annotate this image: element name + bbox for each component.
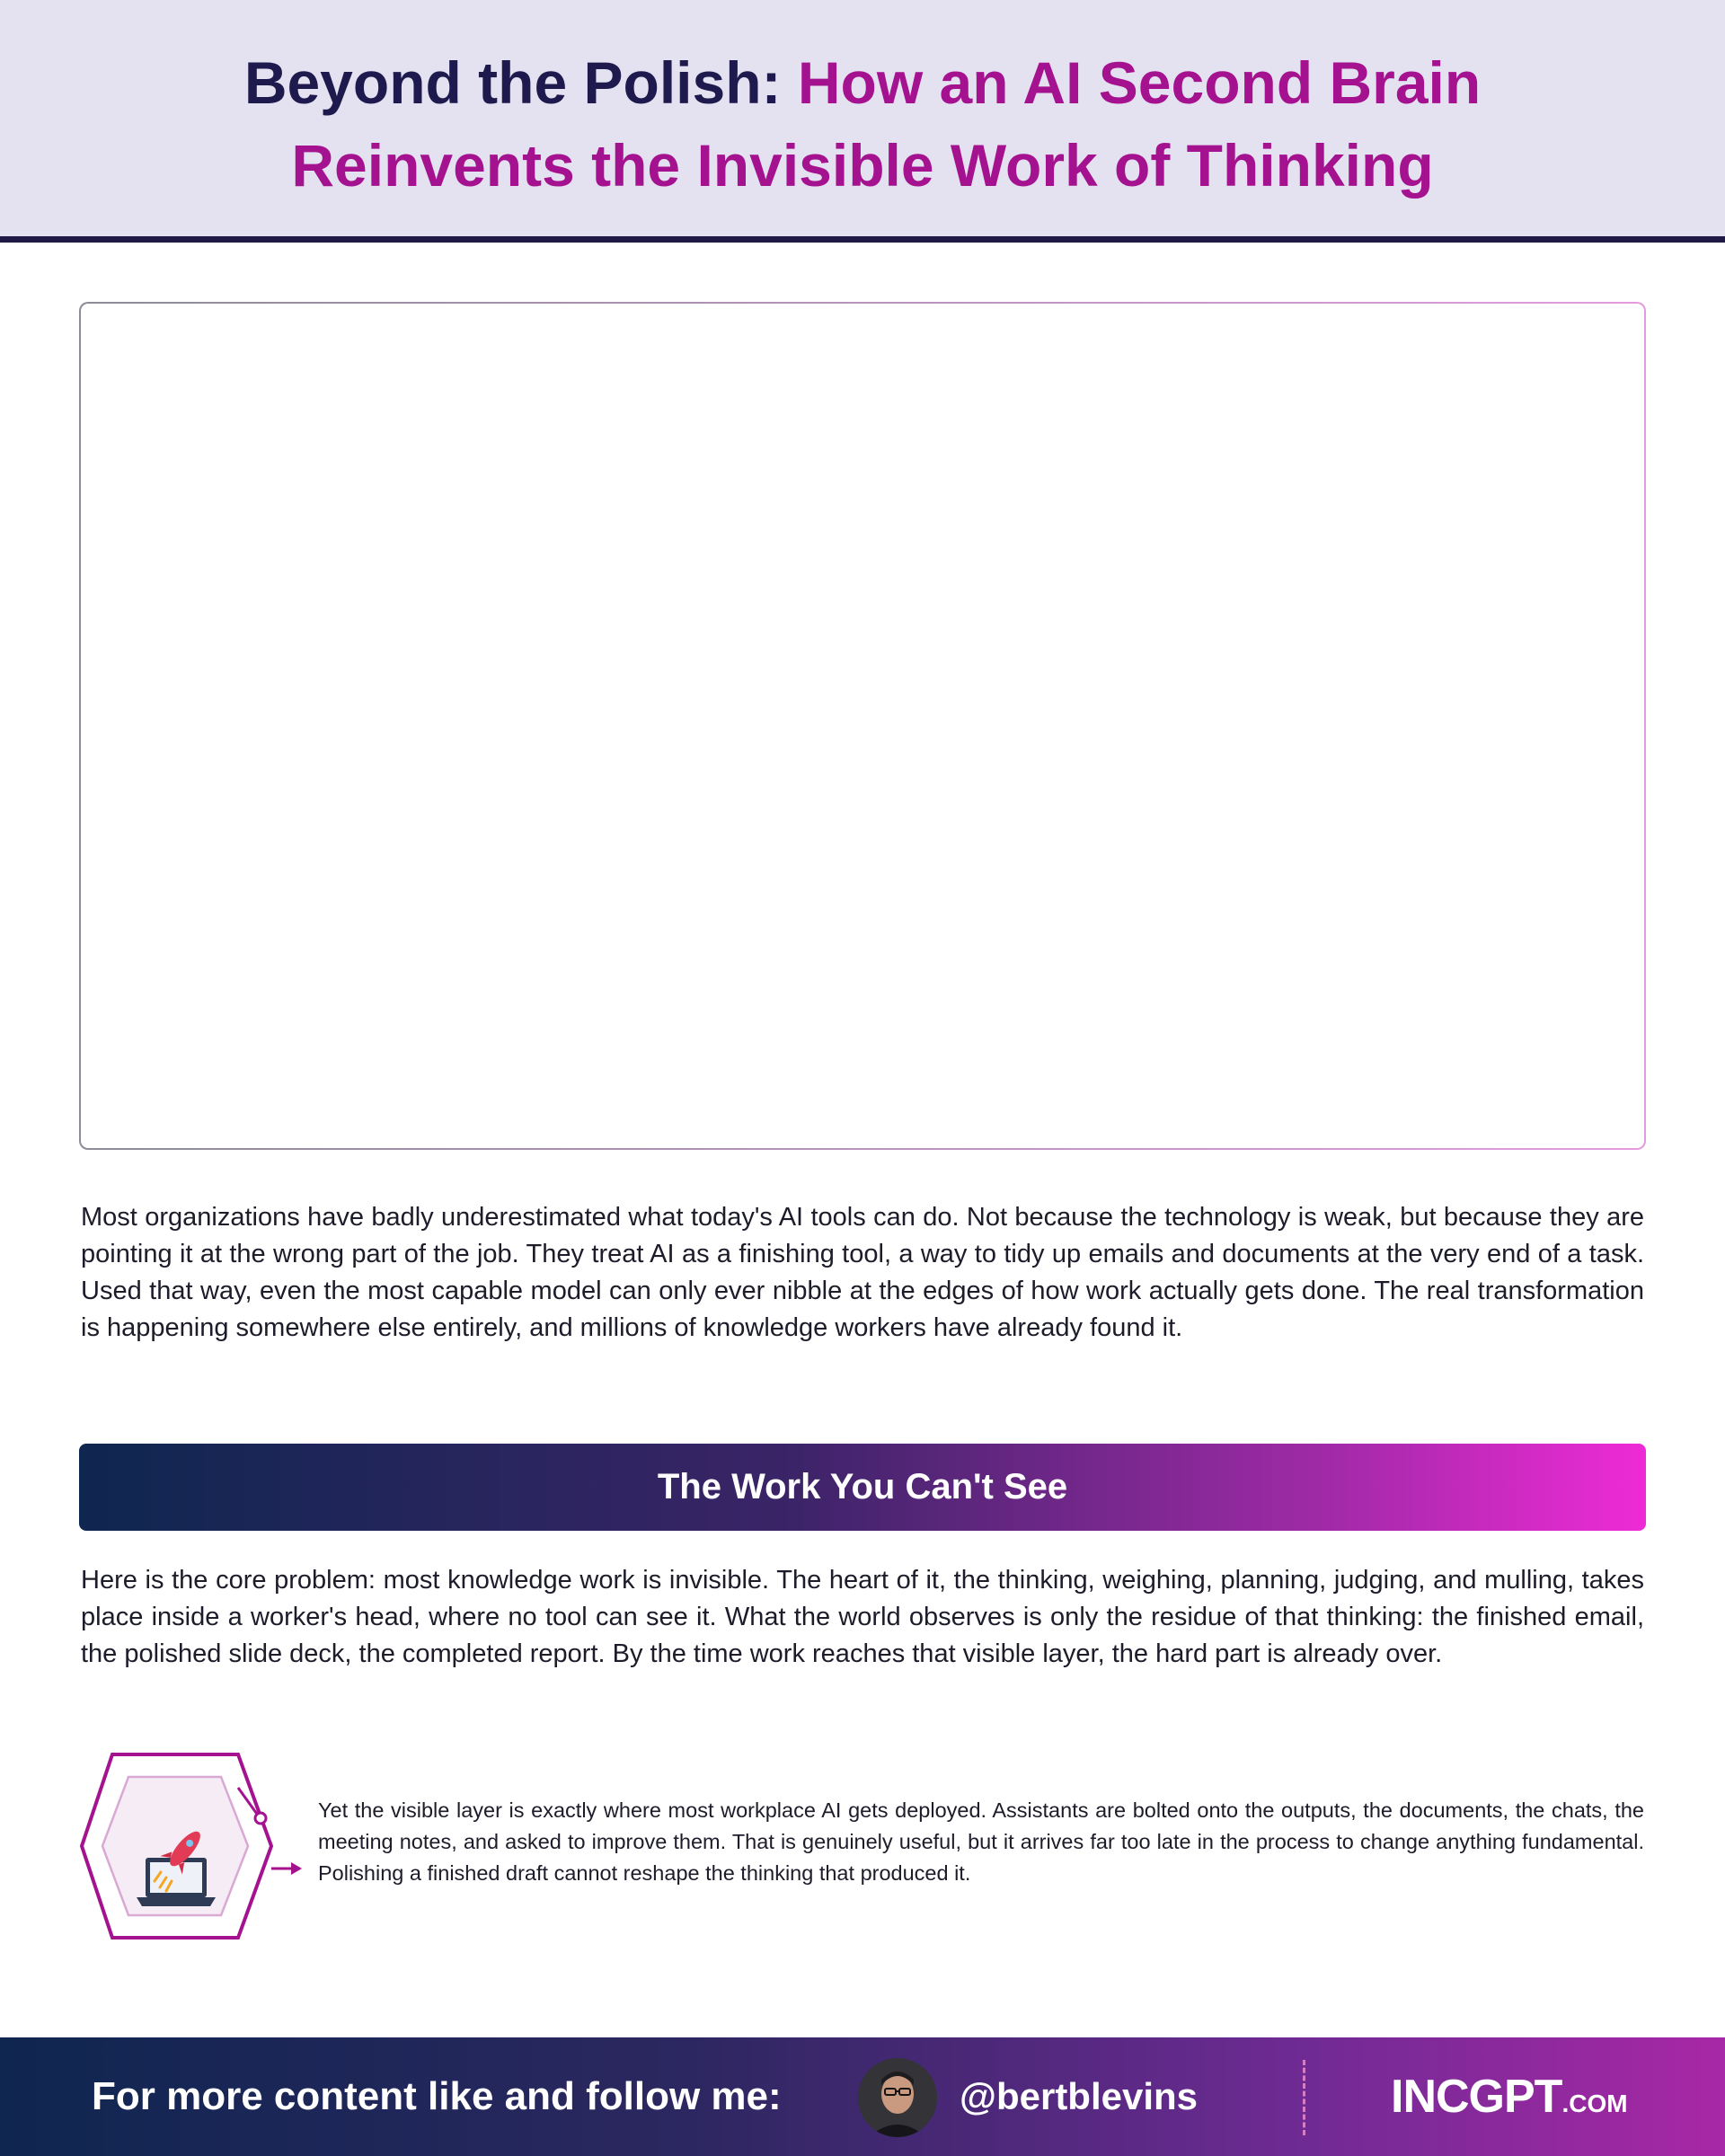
title-dark-part: Beyond the Polish: <box>243 49 798 116</box>
title-accent-part-1: How an AI Second Brain <box>797 49 1482 116</box>
title-accent-part-2: Reinvents the Invisible Work of Thinking <box>291 132 1434 199</box>
intro-paragraph: Most organizations have badly underestimated what today's AI tools can do. Not because the technology is weak, but because they are pointing it at the wrong part of the job. They treat AI as a finishing tool, a way to tidy up emails and documents at the very end of a task. Used that way, even the most capable model can only ever nibble at the edges of how work actually gets done. The real transformation is happening somewhere else entirely, and millions of knowledge workers have already found it. <box>81 1203 1644 1342</box>
hero-image-frame <box>79 302 1646 1150</box>
page-header <box>0 0 1725 243</box>
social-handle[interactable]: @bertblevins <box>960 2075 1199 2117</box>
footer-divider <box>1303 2060 1305 2135</box>
laptop-rocket-icon <box>79 1752 302 1940</box>
page-title <box>0 41 1725 207</box>
callout-paragraph: Yet the visible layer is exactly where most workplace AI gets deployed. Assistants are bolted onto the outputs, the documents, the chats, the meeting notes, and asked to improve them. That is genuinely useful, but it arrives far too late in the process to change anything fundamental. Polishing a finished draft cannot reshape the thinking that produced it. <box>318 1798 1644 1885</box>
avatar-portrait-icon <box>858 2058 937 2137</box>
avatar[interactable] <box>858 2058 937 2137</box>
footer-follow-text: For more content like and follow me: <box>92 2074 782 2118</box>
section-heading-bar <box>79 1444 1646 1531</box>
logo-tld-text: .COM <box>1561 2090 1628 2117</box>
section-heading: The Work You Can't See <box>657 1467 1068 1507</box>
section-paragraph: Here is the core problem: most knowledge work is invisible. The heart of it, the thinking, weighing, planning, judging, and mulling, takes place inside a worker's head, where no tool can see it. What the world observes is only the residue of that thinking: the finished email, the polished slide deck, the completed report. By the time work reaches that visible layer, the hard part is already over. <box>81 1566 1644 1668</box>
brand-logo <box>1391 2070 1628 2124</box>
footer-bar <box>0 2037 1725 2156</box>
logo-main-text: INCGPT <box>1391 2071 1562 2123</box>
